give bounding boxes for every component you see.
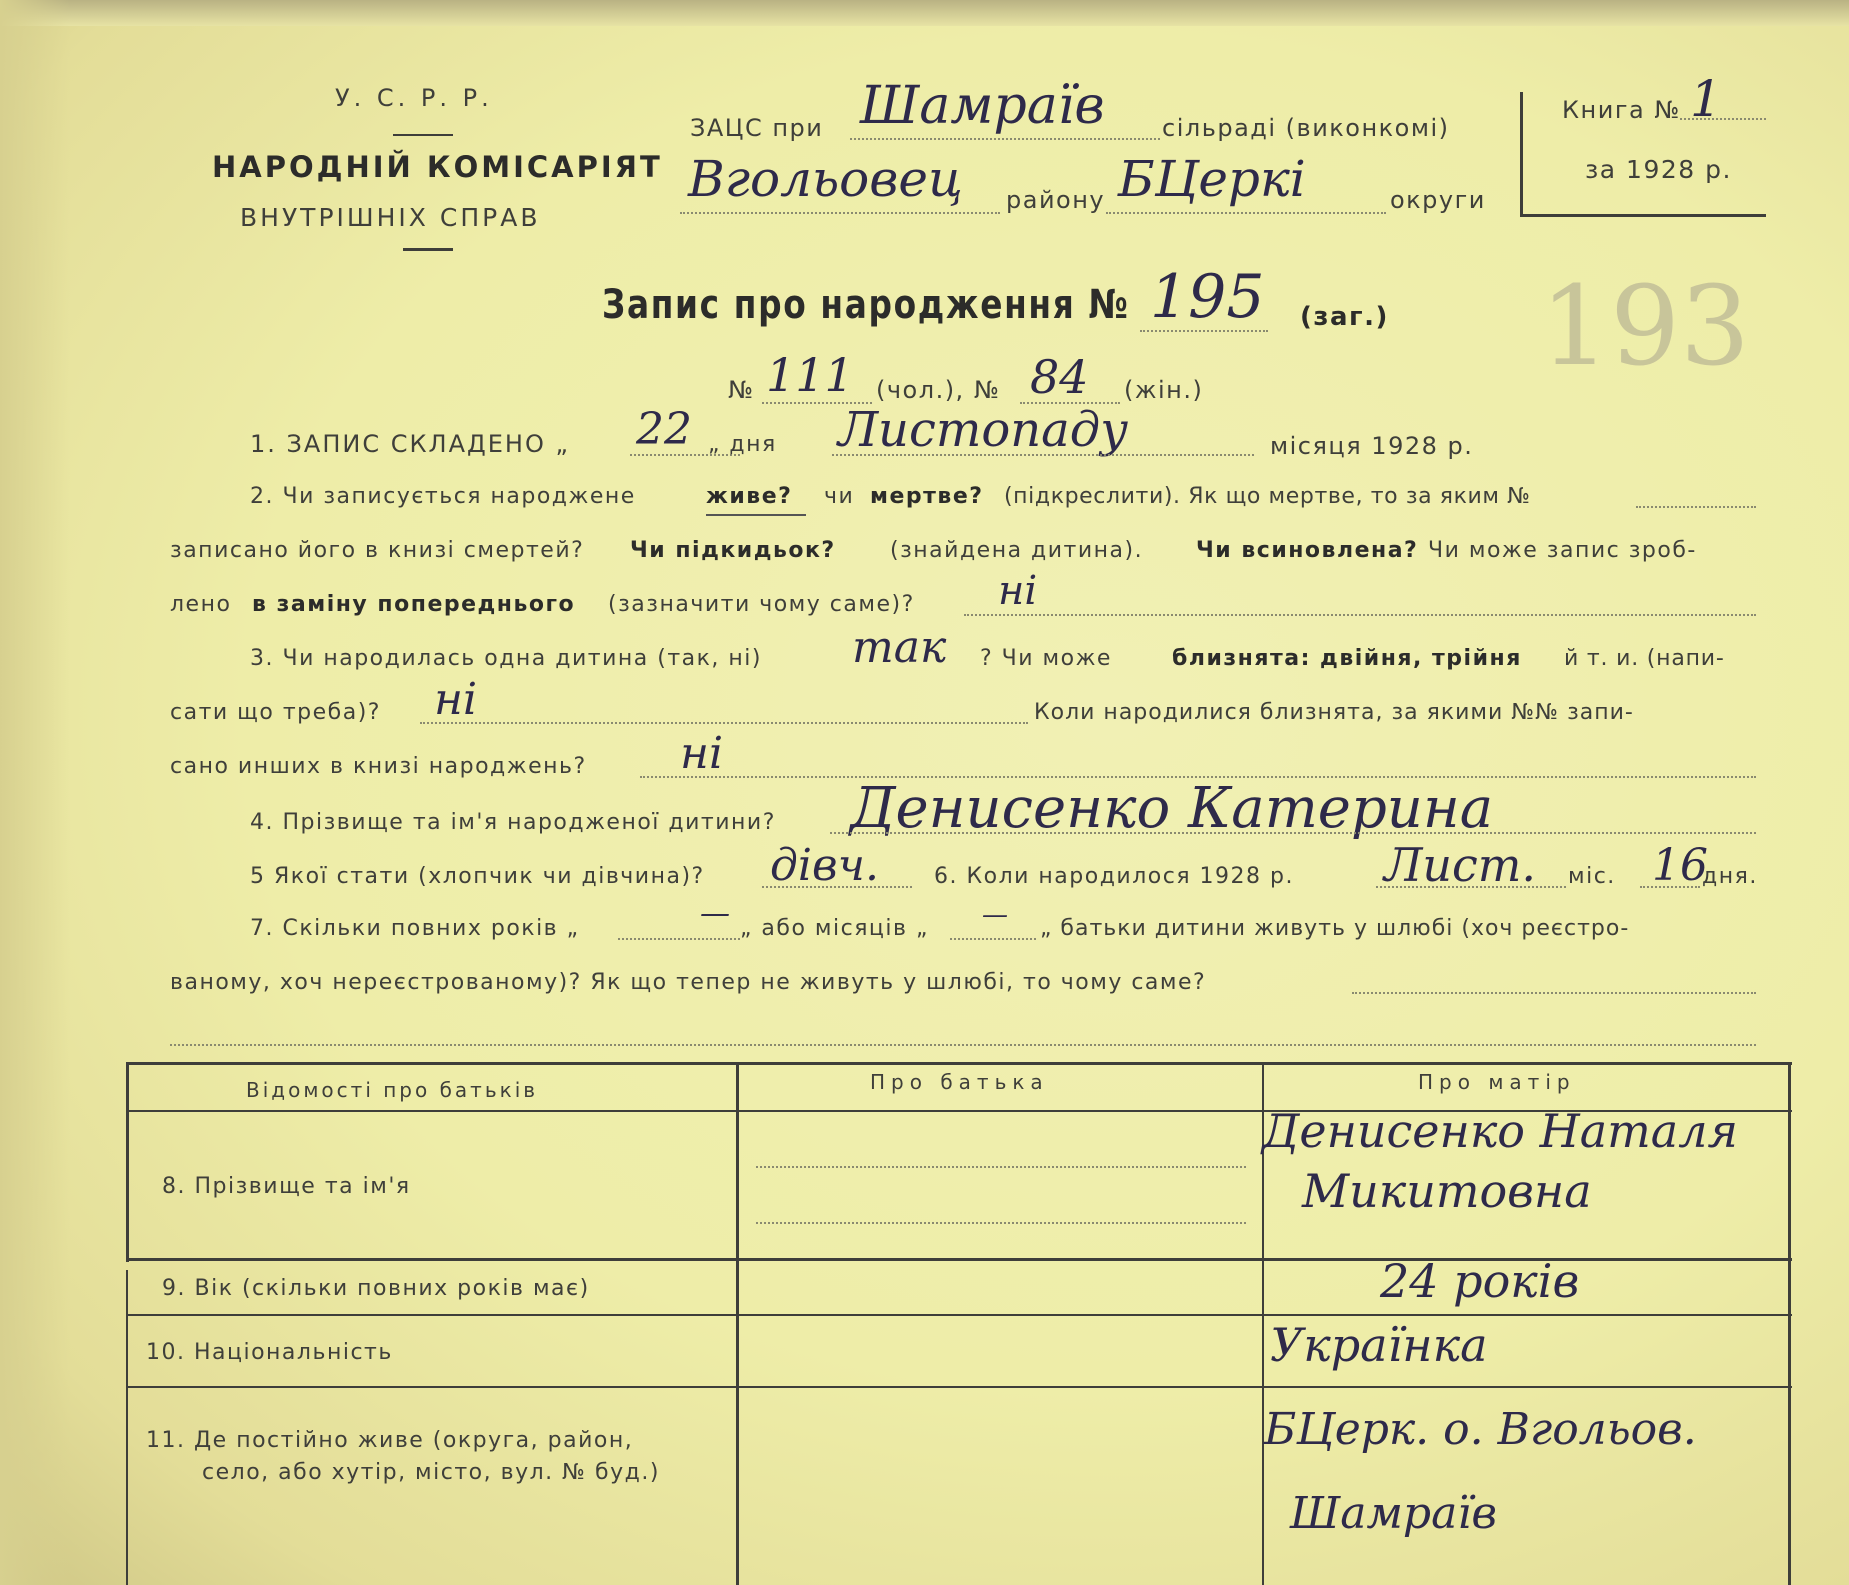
item3-line3-a: сано инших в книзі народжень?	[170, 754, 587, 779]
record-title-suffix: (заг.)	[1300, 302, 1389, 332]
table-left-border-lower	[126, 1270, 128, 1585]
item6-day: 16	[1652, 840, 1708, 891]
okrug-dots	[1106, 212, 1386, 214]
item1-day-label: „ дня	[708, 432, 777, 457]
council-suffix: сільраді (виконкомі)	[1162, 114, 1450, 142]
row8-father-dots-1	[756, 1166, 1246, 1168]
item7-line1-a: 7. Скільки повних років „	[250, 916, 580, 941]
item6-month-dots	[1376, 886, 1566, 888]
item5-label: 5 Якої стати (хлопчик чи дівчина)?	[250, 864, 705, 889]
item2-alive: живе?	[706, 484, 793, 509]
item2-number-dots	[1636, 506, 1756, 508]
item2-line2-c: Чи може запис зроб-	[1428, 538, 1697, 563]
item2-replace: в заміну попереднього	[252, 592, 576, 617]
item3-twins: близнята: двійня, трійня	[1172, 646, 1522, 671]
sub-number-label: №	[728, 376, 755, 404]
item3-answer1: так	[852, 622, 947, 673]
header-divider-top	[393, 134, 453, 136]
row10-bottom-border	[126, 1386, 1792, 1388]
paper-left-edge	[0, 0, 70, 1585]
margin-number: 193	[1540, 262, 1750, 390]
item3-line2-b: Коли народилися близнята, за якими №№ запи-	[1034, 700, 1634, 725]
item7-months-dots	[950, 938, 1036, 940]
item2-foundling: Чи підкидьок?	[630, 538, 836, 563]
row10-label: 10. Національність	[146, 1340, 393, 1365]
male-label: (чол.), №	[876, 376, 1001, 404]
item7-line1-b: „ або місяців „	[740, 916, 929, 941]
male-number: 111	[766, 348, 854, 402]
item2-line1-b: чи	[824, 484, 855, 509]
item2-answer-dots	[964, 614, 1756, 616]
item3-answer3: ні	[680, 728, 724, 779]
item5-answer: дівч.	[770, 840, 879, 891]
female-number: 84	[1030, 350, 1089, 404]
table-header-father: Про батька	[870, 1070, 1049, 1094]
item6-month: Лист.	[1384, 838, 1537, 892]
item4-answer-dots	[830, 832, 1756, 834]
item2-line2-a: записано його в книзі смертей?	[170, 538, 585, 563]
commissariat-title: НАРОДНІЙ КОМІСАРІЯТ	[212, 150, 663, 184]
book-number: 1	[1690, 70, 1722, 128]
republic-label: У. С. Р. Р.	[335, 84, 493, 112]
item2-dead: мертве?	[870, 484, 984, 509]
table-right-border	[1788, 1062, 1791, 1585]
item3-line1-b: ? Чи може	[980, 646, 1112, 671]
item7-years: —	[700, 896, 730, 931]
book-year: за 1928 р.	[1585, 155, 1732, 184]
record-number-dots	[1140, 330, 1268, 332]
table-top-border	[126, 1062, 1792, 1065]
item6-day-label: дня.	[1702, 864, 1758, 889]
item1-month-dots	[832, 454, 1254, 456]
paper-top-edge	[0, 0, 1849, 26]
row8-mother-line1: Денисенко Наталя	[1262, 1104, 1738, 1158]
item1-label: 1. ЗАПИС СКЛАДЕНО „	[250, 430, 570, 458]
item6-day-dots	[1640, 886, 1700, 888]
item3-line1-c: й т. и. (напи-	[1564, 646, 1725, 671]
commissariat-subtitle: ВНУТРІШНІХ СПРАВ	[240, 203, 541, 232]
record-title: Запис про народження №	[602, 282, 1130, 328]
item3-answer2: ні	[434, 674, 478, 725]
zags-prefix: ЗАЦС при	[690, 114, 824, 142]
item1-day: 22	[636, 404, 692, 455]
row8-label: 8. Прізвище та ім'я	[162, 1174, 411, 1199]
row11-mother-line1: БЦерк. о. Вгольов.	[1264, 1404, 1697, 1455]
item3-answer2-dots	[420, 722, 1028, 724]
item2-line2-b: (знайдена дитина).	[890, 538, 1144, 563]
council-dots	[850, 138, 1160, 140]
item7-answer-dots	[1352, 992, 1756, 994]
row10-mother: Українка	[1270, 1318, 1488, 1372]
item7-line2: ваному, хоч нереєстрованому)? Як що тепер не живуть у шлюбі, то чому саме?	[170, 970, 1207, 995]
district-handwritten: Вгольовец	[688, 150, 963, 208]
item2-line3-b: (зазначити чому саме)?	[608, 592, 915, 617]
row11-label-line2: село, або хутір, місто, вул. № буд.)	[202, 1460, 660, 1485]
row9-bottom-border	[126, 1314, 1792, 1316]
row8-mother-line2: Микитовна	[1302, 1164, 1592, 1218]
item4-answer: Денисенко Катерина	[850, 776, 1494, 841]
row9-mother: 24 років	[1380, 1254, 1580, 1308]
okrug-suffix: округи	[1390, 186, 1486, 214]
item2-alive-underline	[706, 514, 806, 516]
table-col-divider-1	[736, 1062, 739, 1585]
district-suffix: району	[1006, 186, 1106, 214]
item1-month: Листопаду	[838, 402, 1129, 458]
item2-line1-c: (підкреслити). Як що мертве, то за яким №	[1004, 484, 1531, 509]
item3-line1-a: 3. Чи народилась одна дитина (так, ні)	[250, 646, 762, 671]
book-number-dots	[1680, 118, 1766, 120]
record-number: 195	[1150, 262, 1265, 332]
item2-adopted: Чи всиновлена?	[1196, 538, 1419, 563]
row11-label-line1: 11. Де постійно живе (округа, район,	[146, 1428, 634, 1453]
header-divider-bottom	[403, 248, 453, 251]
item2-line3-a: лено	[170, 592, 232, 617]
item7-extra-dots	[170, 1044, 1756, 1046]
table-header-mother: Про матір	[1418, 1070, 1576, 1094]
row9-label: 9. Вік (скільки повних років має)	[162, 1276, 590, 1301]
book-box-bottom-border	[1520, 214, 1766, 217]
row11-mother-line2: Шамраїв	[1290, 1488, 1498, 1539]
item4-label: 4. Прізвище та ім'я народженої дитини?	[250, 810, 776, 835]
item7-months: —	[982, 900, 1008, 930]
item6-month-label: міс.	[1568, 864, 1616, 889]
row8-father-dots-2	[756, 1222, 1246, 1224]
item6-label: 6. Коли народилося 1928 р.	[934, 864, 1294, 889]
council-handwritten: Шамраїв	[860, 76, 1105, 136]
book-box-left-border	[1520, 92, 1523, 214]
item2-line1-a: 2. Чи записується народжене	[250, 484, 636, 509]
item7-line1-c: „ батьки дитини живуть у шлюбі (хоч реєстро-	[1040, 916, 1630, 941]
district-dots	[680, 212, 1000, 214]
female-label: (жін.)	[1124, 376, 1204, 404]
item5-answer-dots	[762, 886, 912, 888]
okrug-handwritten: БЦеркі	[1118, 150, 1306, 208]
item1-suffix: місяця 1928 р.	[1270, 432, 1474, 460]
item3-line2-a: сати що треба)?	[170, 700, 381, 725]
item2-answer: ні	[998, 568, 1038, 614]
book-label: Книга №	[1562, 96, 1681, 124]
table-left-border	[126, 1062, 129, 1262]
table-header-info: Відомості про батьків	[246, 1078, 539, 1102]
item7-years-dots	[618, 938, 740, 940]
